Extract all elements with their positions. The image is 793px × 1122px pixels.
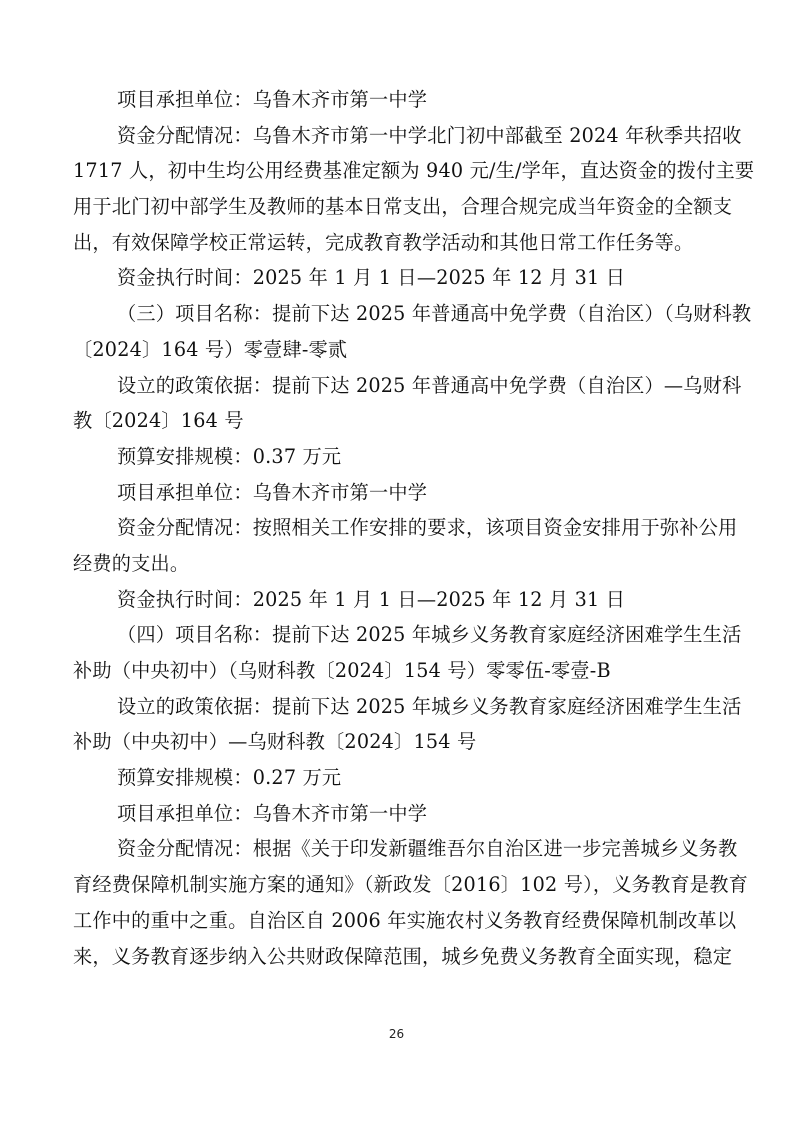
paragraph-line: 设立的政策依据：提前下达 2025 年普通高中免学费（自治区）—乌财科 (117, 373, 742, 397)
paragraph-line: 育经费保障机制实施方案的通知》（新政发〔2016〕102 号），义务教育是教育 (73, 873, 748, 897)
paragraph-line: 经费的支出。 (73, 551, 190, 575)
paragraph-line: 工作中的重中之重。自治区自 2006 年实施农村义务教育经费保障机制改革以 (73, 908, 737, 932)
section-heading-line: 〔2024〕164 号）零壹肆-零贰 (73, 337, 348, 361)
paragraph-line: 补助（中央初中）—乌财科教〔2024〕154 号 (73, 730, 477, 754)
paragraph-line: 资金执行时间：2025 年 1 月 1 日—2025 年 12 月 31 日 (117, 587, 626, 611)
section-heading-line: 补助（中央初中）（乌财科教〔2024〕154 号）零零伍-零壹-B (73, 659, 611, 682)
section-heading-line: （三）项目名称：提前下达 2025 年普通高中免学费（自治区）（乌财科教 (117, 302, 752, 326)
paragraph-line: 项目承担单位：乌鲁木齐市第一中学 (117, 801, 428, 825)
paragraph-line: 来，义务教育逐步纳入公共财政保障范围，城乡免费义务教育全面实现，稳定 (73, 944, 733, 968)
paragraph-line: 资金执行时间：2025 年 1 月 1 日—2025 年 12 月 31 日 (117, 266, 626, 290)
paragraph-line: 预算安排规模：0.27 万元 (117, 766, 342, 790)
paragraph-line: 用于北门初中部学生及教师的基本日常支出，合理合规完成当年资金的全额支 (73, 195, 733, 219)
paragraph-line: 出，有效保障学校正常运转，完成教育教学活动和其他日常工作任务等。 (73, 230, 694, 254)
paragraph-line: 1717 人，初中生均公用经费基准定额为 940 元/生/学年，直达资金的拨付主要 (73, 159, 755, 183)
paragraph-line: 资金分配情况：根据《关于印发新疆维吾尔自治区进一步完善城乡义务教 (117, 837, 738, 861)
page-number: 26 (388, 1027, 405, 1041)
paragraph-line: 项目承担单位：乌鲁木齐市第一中学 (117, 88, 428, 111)
document-body (73, 82, 755, 974)
section-heading-line: （四）项目名称：提前下达 2025 年城乡义务教育家庭经济困难学生生活 (117, 623, 742, 647)
paragraph-line: 教〔2024〕164 号 (73, 409, 244, 433)
paragraph-line: 设立的政策依据：提前下达 2025 年城乡义务教育家庭经济困难学生生活 (117, 694, 742, 718)
paragraph-line: 预算安排规模：0.37 万元 (117, 444, 342, 468)
paragraph-line: 资金分配情况：按照相关工作安排的要求，该项目资金安排用于弥补公用 (117, 516, 738, 540)
paragraph-line: 项目承担单位：乌鲁木齐市第一中学 (117, 480, 428, 504)
paragraph-line: 资金分配情况：乌鲁木齐市第一中学北门初中部截至 2024 年秋季共招收 (117, 123, 742, 147)
